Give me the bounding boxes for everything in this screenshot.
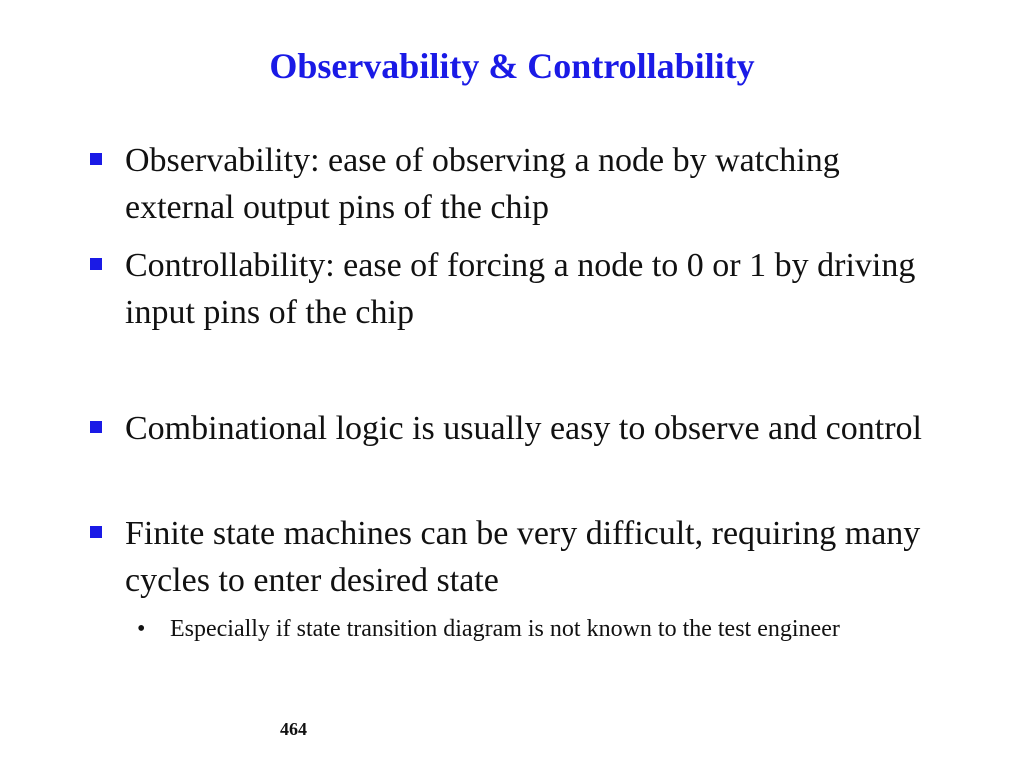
square-bullet-icon [90, 421, 102, 433]
sub-bullet-text: Especially if state transition diagram is not known to the test engineer [170, 616, 840, 642]
bullet-text: Finite state machines can be very difficult, requiring many cycles to enter desired state [125, 515, 921, 599]
dot-bullet-icon: • [137, 616, 146, 642]
slide-title: Observability & Controllability [269, 46, 755, 86]
square-bullet-icon [90, 153, 102, 165]
bullet-text: Controllability: ease of forcing a node to 0 or 1 by driving input pins of the chip [125, 247, 916, 331]
square-bullet-icon [90, 526, 102, 538]
square-bullet-icon [90, 258, 102, 270]
bullet-text: Combinational logic is usually easy to observe and control [125, 410, 922, 447]
page-number: 464 [280, 719, 307, 739]
bullet-text: Observability: ease of observing a node by watching external output pins of the chip [125, 142, 840, 226]
